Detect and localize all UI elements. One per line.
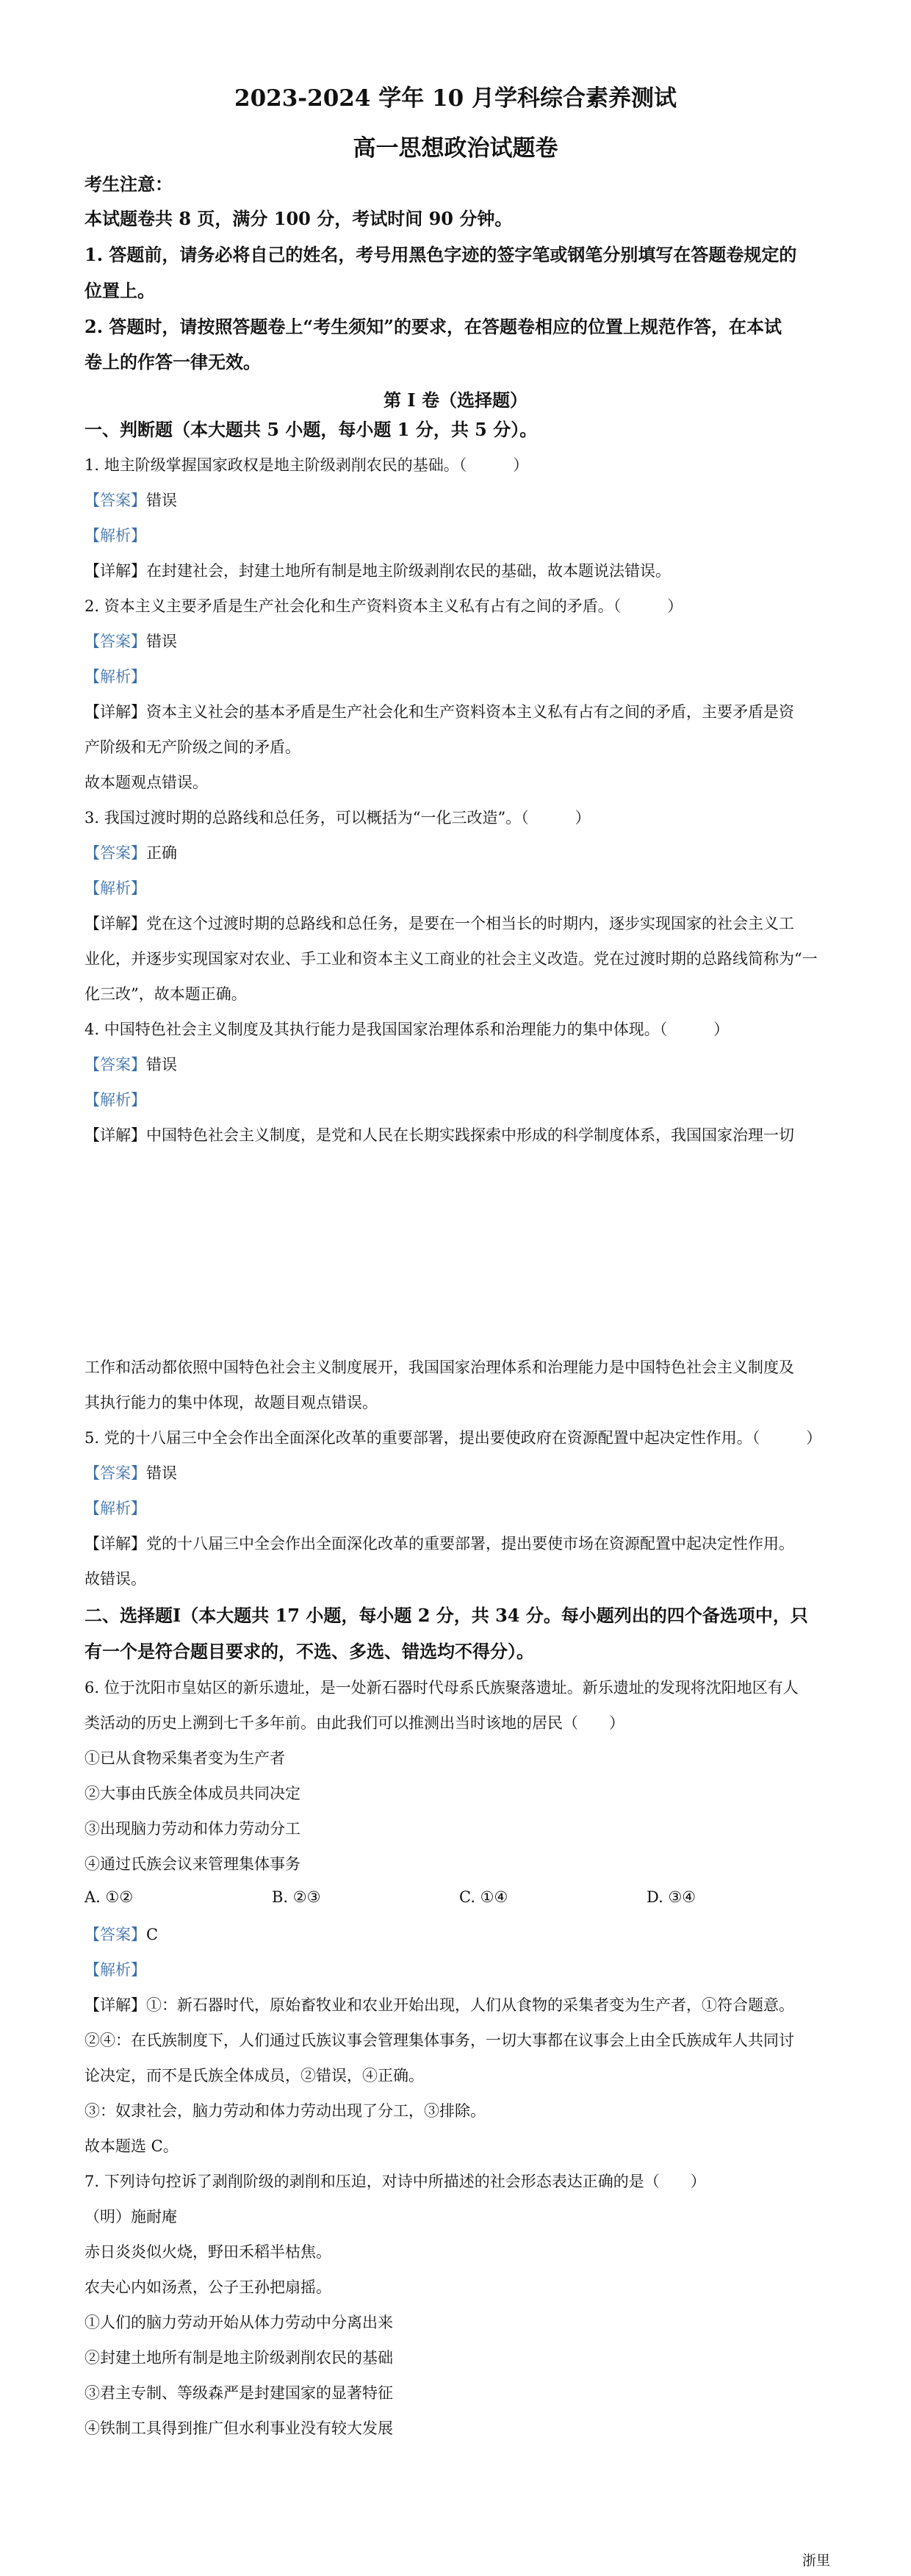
detail-line: 【详解】中国特色社会主义制度，是党和人民在长期实践探索中形成的科学制度体系，我国国家治理一切 [84, 1126, 794, 1144]
notice-line: 1. 答题前，请务必将自己的姓名，考号用黑色字迹的签字笔或钢笔分别填写在答题卷规定的 [84, 244, 797, 265]
answer-value: 错误 [146, 1056, 177, 1073]
option-c: C. ①④ [459, 1888, 508, 1906]
section-heading: 一、判断题（本大题共 5 小题，每小题 1 分，共 5 分）。 [84, 419, 538, 440]
detail-line: ②④：在氏族制度下，人们通过氏族议事会管理集体事务，一切大事都在议事会上由全氏族成年人共同讨 [84, 2032, 794, 2049]
detail-line: 【详解】党的十八届三中全会作出全面深化改革的重要部署，提出要使市场在资源配置中起决定性作用。 [84, 1535, 794, 1553]
detail-line: 故错误。 [84, 1570, 146, 1588]
question-stem: 类活动的历史上溯到七千多年前。由此我们可以推测出当时该地的居民（ ） [84, 1714, 624, 1732]
answer-tag: 【答案】 [84, 633, 146, 650]
notice-heading: 考生注意： [84, 173, 173, 195]
detail-line: 工作和活动都依照中国特色社会主义制度展开，我国国家治理体系和治理能力是中国特色社会主义制度及 [84, 1359, 794, 1376]
answer-line [84, 489, 177, 511]
answer-value: C [146, 1926, 159, 1943]
detail-line: 业化，并逐步实现国家对农业、手工业和资本主义工商业的社会主义改造。党在过渡时期的总路线简称为“一 [84, 950, 818, 968]
section-heading: 二、选择题Ⅰ（本大题共 17 小题，每小题 2 分，共 34 分。每小题列出的四个备选项中，只 [84, 1605, 808, 1626]
answer-line [84, 842, 177, 864]
question-item: ②大事由氏族全体成员共同决定 [84, 1785, 300, 1802]
option-b: B. ②③ [272, 1888, 321, 1906]
option-a: A. ①② [84, 1888, 134, 1906]
notice-line: 卷上的作答一律无效。 [84, 351, 261, 373]
detail-line: 【详解】①：新石器时代，原始畜牧业和农业开始出现，人们从食物的采集者变为生产者，①符合题意。 [84, 1996, 794, 2014]
analysis-tag: 【解析】 [84, 527, 146, 544]
detail-line: 【详解】党在这个过渡时期的总路线和总任务，是要在一个相当长的时期内，逐步实现国家的社会主义工 [84, 915, 794, 932]
exam-title: 2023-2024 学年 10 月学科综合素养测试 [234, 85, 677, 112]
answer-line [84, 1924, 158, 1946]
option-d: D. ③④ [647, 1888, 696, 1906]
answer-tag: 【答案】 [84, 1464, 146, 1482]
answer-value: 错误 [146, 492, 177, 509]
notice-line: 本试题卷共 8 页，满分 100 分，考试时间 90 分钟。 [84, 208, 513, 229]
answer-value: 错误 [146, 633, 177, 650]
answer-tag: 【答案】 [84, 1056, 146, 1073]
question-stem: 6. 位于沈阳市皇姑区的新乐遗址，是一处新石器时代母系氏族聚落遗址。新乐遗址的发现将沈阳地区有人 [84, 1679, 799, 1697]
question-stem: 1. 地主阶级掌握国家政权是地主阶级剥削农民的基础。（ ） [84, 456, 529, 474]
notice-line: 位置上。 [84, 280, 155, 301]
detail-line: 故本题观点错误。 [84, 774, 208, 791]
footer-watermark: 浙里 [802, 2552, 830, 2569]
answer-value: 正确 [146, 844, 177, 862]
question-stem: 2. 资本主义主要矛盾是生产社会化和生产资料资本主义私有占有之间的矛盾。（ ） [84, 597, 683, 615]
analysis-tag: 【解析】 [84, 1091, 146, 1109]
analysis-tag: 【解析】 [84, 1961, 146, 1979]
detail-line: 论决定，而不是氏族全体成员，②错误，④正确。 [84, 2067, 424, 2084]
detail-line: 其执行能力的集中体现，故题目观点错误。 [84, 1394, 378, 1411]
question-stem: 5. 党的十八届三中全会作出全面深化改革的重要部署，提出要使政府在资源配置中起决定性作用。（ ） [84, 1429, 822, 1447]
question-item: ④铁制工具得到推广但水利事业没有较大发展 [84, 2420, 393, 2437]
question-stem: 3. 我国过渡时期的总路线和总任务，可以概括为“一化三改造”。（ ） [84, 809, 591, 827]
poem-author: （明）施耐庵 [84, 2208, 177, 2226]
detail-line: 【详解】资本主义社会的基本矛盾是生产社会化和生产资料资本主义私有占有之间的矛盾，主要矛盾是资 [84, 703, 794, 721]
question-stem: 7. 下列诗句控诉了剥削阶级的剥削和压迫，对诗中所描述的社会形态表达正确的是（ ） [84, 2173, 706, 2190]
answer-value: 错误 [146, 1464, 177, 1482]
poem-line: 农夫心内如汤煮，公子王孙把扇摇。 [84, 2278, 331, 2296]
question-item: ①人们的脑力劳动开始从体力劳动中分离出来 [84, 2314, 393, 2331]
part-heading: 第 I 卷（选择题） [384, 389, 527, 411]
detail-line: 故本题选 C。 [84, 2137, 179, 2155]
analysis-tag: 【解析】 [84, 1500, 146, 1517]
detail-line: 化三改”，故本题正确。 [84, 985, 247, 1003]
question-item: ③出现脑力劳动和体力劳动分工 [84, 1820, 300, 1838]
question-item: ④通过氏族会议来管理集体事务 [84, 1855, 300, 1873]
detail-line: 产阶级和无产阶级之间的矛盾。 [84, 738, 300, 756]
detail-line: ③：奴隶社会，脑力劳动和体力劳动出现了分工，③排除。 [84, 2102, 486, 2120]
detail-line: 【详解】在封建社会，封建土地所有制是地主阶级剥削农民的基础，故本题说法错误。 [84, 562, 671, 580]
answer-tag: 【答案】 [84, 492, 146, 509]
question-stem: 4. 中国特色社会主义制度及其执行能力是我国国家治理体系和治理能力的集中体现。（ ） [84, 1021, 730, 1038]
answer-tag: 【答案】 [84, 1926, 146, 1943]
analysis-tag: 【解析】 [84, 879, 146, 897]
answer-line [84, 1054, 177, 1076]
notice-line: 2. 答题时，请按照答题卷上“考生须知”的要求，在答题卷相应的位置上规范作答，在本试 [84, 316, 782, 337]
exam-subtitle: 高一思想政治试题卷 [353, 135, 558, 162]
answer-tag: 【答案】 [84, 844, 146, 862]
question-item: ①已从食物采集者变为生产者 [84, 1749, 285, 1767]
analysis-tag: 【解析】 [84, 668, 146, 686]
section-heading: 有一个是符合题目要求的，不选、多选、错选均不得分）。 [84, 1641, 534, 1662]
answer-line [84, 630, 177, 652]
answer-line [84, 1462, 177, 1484]
question-item: ②封建土地所有制是地主阶级剥削农民的基础 [84, 2349, 393, 2367]
poem-line: 赤日炎炎似火烧，野田禾稻半枯焦。 [84, 2243, 331, 2261]
question-item: ③君主专制、等级森严是封建国家的显著特征 [84, 2384, 393, 2402]
